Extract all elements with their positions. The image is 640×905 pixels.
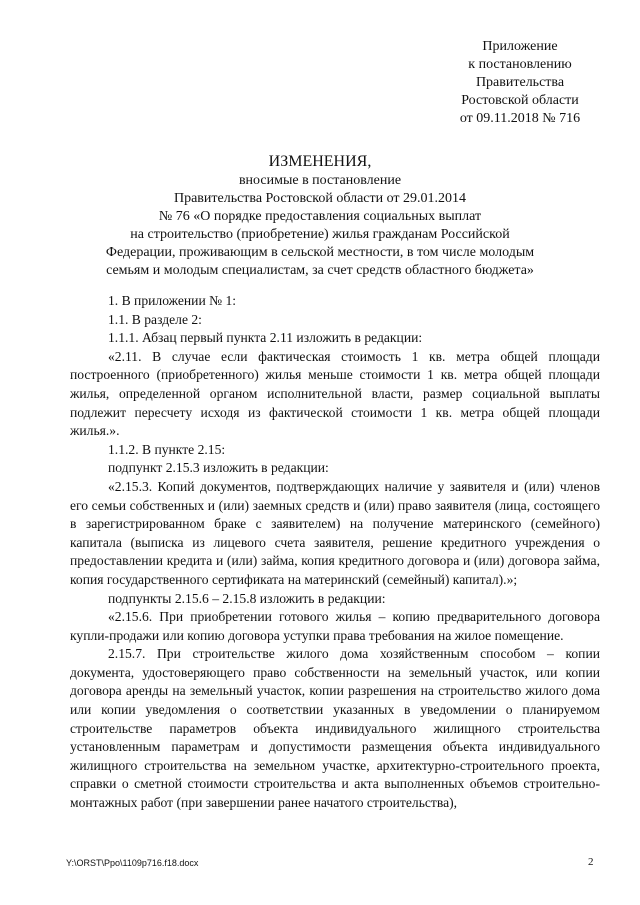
- title-line: семьям и молодым специалистам, за счет средств областного бюджета»: [106, 263, 534, 278]
- appendix-line: Ростовской области: [461, 93, 579, 108]
- paragraph: 1.1.2. В пункте 2.15:: [108, 441, 226, 457]
- paragraph: подпункт 2.15.3 изложить в редакции:: [108, 460, 329, 476]
- title-line: № 76 «О порядке предоставления социальных выплат: [158, 209, 482, 224]
- appendix-line: Правительства: [475, 75, 565, 90]
- paragraph: 1. В приложении № 1:: [108, 293, 237, 308]
- title-line: Правительства Ростовской области от 29.01.2014: [173, 191, 467, 206]
- title-line: на строительство (приобретение) жилья гражданам Российской: [130, 227, 510, 242]
- paragraph: 2.15.7. При строительстве жилого дома хозяйственным способом – копии документа, удостоверяющего право собственности на земельный участок, или копии договора аренды на земельный участок, копии разрешения на строительство жилого дома или копии уведомления о соответствии указанных в уведомлении о планируемом строительстве параметров объекта индивидуального жилищного строительства установленным параметрам и допустимости размещения объекта индивидуального жилищного строительства на земельном участке, архитектурно-строительного проекта, справки о сметной стоимости строительства и акта выполненных объемов строительно-монтажных работ (при завершении ранее начатого строительства),: [70, 646, 600, 811]
- paragraph: 1.1.1. Абзац первый пункта 2.11 изложить в редакции:: [108, 330, 423, 346]
- appendix-line: к постановлению: [468, 57, 572, 72]
- appendix-line: Приложение: [482, 39, 558, 54]
- footer-file-path: Y:\ORST\Ppo\1109p716.f18.docx: [66, 858, 199, 868]
- title-line: вносимые в постановление: [238, 173, 402, 188]
- document-body: [70, 292, 600, 813]
- title-line: Федерации, проживающим в сельской местности, в том числе молодым: [105, 245, 535, 260]
- title-heading: ИЗМЕНЕНИЯ,: [268, 153, 372, 170]
- paragraph: «2.15.3. Копий документов, подтверждающих наличие у заявителя и (или) членов его семьи собственных и (или) заемных средств и (или) право заявителя (лица, состоящего в зарегистрированном браке с заявителем) на получение материнского (семейного) капитала (выписка из лицевого счета заявителя, решение кредитного учреждения о предоставлении кредита и (или) займа, копия кредитного договора и (или) договора займа, копия государственного сертификата на материнский (семейный) капитал).»;: [70, 478, 600, 587]
- page-number: 2: [588, 856, 594, 868]
- document-title: [70, 152, 570, 280]
- paragraph: «2.15.6. При приобретении готового жилья – копию предварительного договора купли-продажи или копию договора уступки права требования на жилое помещение.: [70, 609, 600, 643]
- paragraph: подпункты 2.15.6 – 2.15.8 изложить в редакции:: [108, 590, 386, 606]
- appendix-line: от 09.11.2018 № 716: [459, 111, 581, 126]
- paragraph: 1.1. В разделе 2:: [108, 311, 202, 327]
- paragraph: «2.11. В случае если фактическая стоимость 1 кв. метра общей площади построенного (приобретенного) жилья меньше стоимости 1 кв. метра общей площади жилья, определенной органом исполнительной власти, размер социальной выплаты подлежит пересчету исходя из фактической стоимости 1 кв. метра общей площади жилья.».: [70, 348, 600, 439]
- appendix-note: [420, 38, 620, 128]
